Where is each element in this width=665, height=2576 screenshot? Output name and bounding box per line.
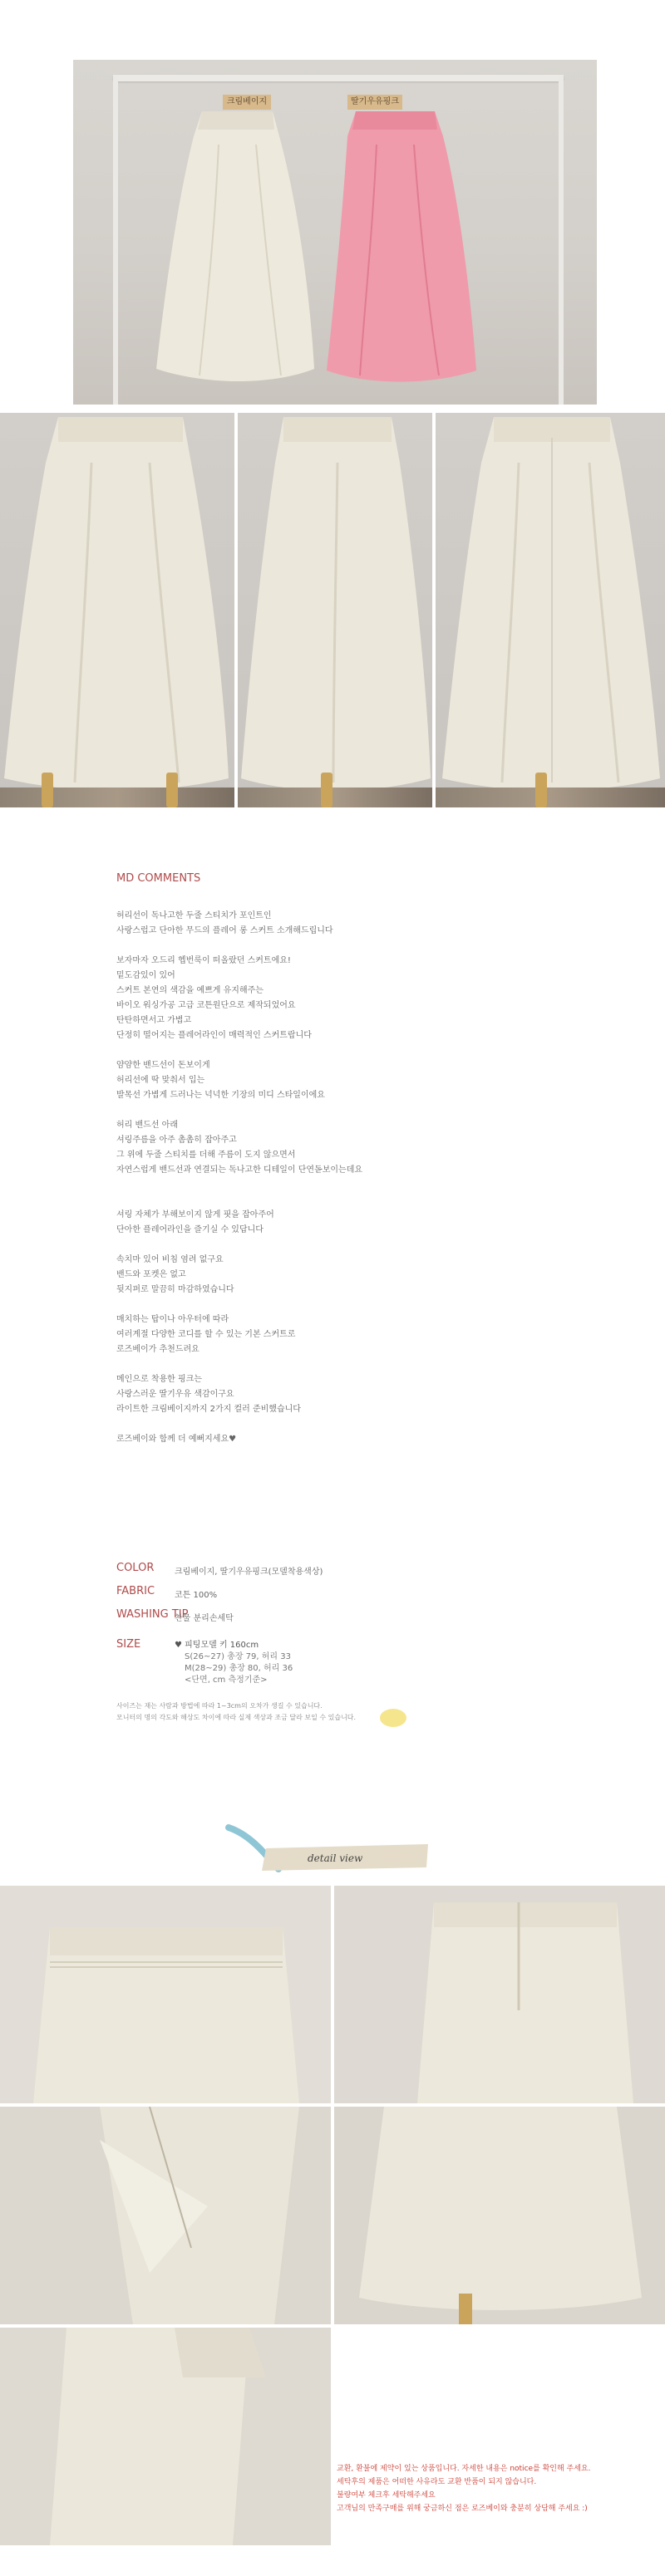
md-comment-line: 속치마 있어 비침 염려 없구요 <box>116 1255 224 1264</box>
fabric-label: FABRIC <box>116 1585 155 1597</box>
detail-hem <box>334 2107 665 2324</box>
cream-skirt-image <box>156 111 314 385</box>
fabric-value: 코튼 100% <box>175 1591 218 1600</box>
md-comment-line: 발목선 가볍게 드러나는 넉넉한 기장의 미디 스타일이에요 <box>116 1091 325 1100</box>
floor <box>238 788 432 807</box>
clothing-rack-pole <box>559 75 564 405</box>
washing-tip-label: WASHING TIP <box>116 1608 189 1621</box>
paragraph-gap <box>116 939 549 954</box>
paragraph-gap <box>116 1447 549 1462</box>
size-line: M(28~29) 총장 80, 허리 36 <box>185 1664 293 1673</box>
md-comment-line: 셔링주름을 아주 촘촘히 잡아주고 <box>116 1136 237 1145</box>
md-comment-line: 허리선에 딱 맞춰서 입는 <box>116 1076 205 1085</box>
md-comment-line: 단아한 플레어라인을 즐기실 수 있답니다 <box>116 1225 264 1234</box>
md-comment-line: 매치하는 탑이나 아우터에 따라 <box>116 1315 229 1324</box>
md-comment-line: 밑도감있이 있어 <box>116 971 175 980</box>
md-comment-line: 보자마자 오드리 헵번룩이 떠올랐던 스커트에요! <box>116 956 291 965</box>
notice-line: 고객님의 만족구매를 위해 궁금하신 점은 로즈베이와 충분히 상담해 주세요 :) <box>337 2505 588 2513</box>
skirt-front-view <box>0 413 234 807</box>
stand-leg <box>42 773 53 807</box>
md-comment-line: 바이오 워싱가공 고급 코튼원단으로 제작되었어요 <box>116 1001 296 1010</box>
paragraph-gap <box>116 1043 549 1058</box>
md-comment-line: 스커트 본연의 색감을 예쁘게 유지해주는 <box>116 986 264 995</box>
skirt-side-view <box>238 413 432 807</box>
tag-pink: 딸기우유핑크 <box>347 95 402 110</box>
stand-leg <box>535 773 547 807</box>
size-line: <단면, cm 측정기준> <box>185 1676 268 1685</box>
md-comment-line: 메인으로 착용한 핑크는 <box>116 1375 202 1384</box>
size-note: 사이즈는 재는 사람과 방법에 따라 1~3cm의 오차가 생길 수 있습니다. <box>116 1702 323 1710</box>
md-comment-line: 로즈베이와 함께 더 예뻐지세요♥ <box>116 1435 237 1444</box>
md-comment-line: 단정히 떨어지는 플레어라인이 매력적인 스커트랍니다 <box>116 1031 312 1040</box>
color-value: 크림베이지, 딸기우유핑크(모델착용색상) <box>175 1568 323 1577</box>
detail-waistband-front <box>0 1886 331 2103</box>
detail-view-banner <box>220 1811 436 1877</box>
md-comment-line <box>116 1178 549 1193</box>
floor <box>436 788 665 807</box>
md-comments-title: MD COMMENTS <box>116 872 201 885</box>
detail-view-label: detail view <box>308 1852 363 1864</box>
paragraph-gap <box>116 1238 549 1253</box>
size-label: SIZE <box>116 1638 141 1651</box>
notice-line: 불량여부 체크후 세탁해주세요 <box>337 2491 436 2500</box>
md-comment-line: 라이트한 크림베이지까지 2가지 컬러 준비했습니다 <box>116 1405 301 1414</box>
md-comment-line: 로즈베이가 추천드려요 <box>116 1345 200 1354</box>
floor <box>0 788 234 807</box>
size-line: ♥ 피팅모델 키 160cm <box>175 1641 259 1650</box>
paragraph-gap <box>116 1193 549 1208</box>
stand-leg <box>321 773 332 807</box>
md-comments-body <box>116 909 549 1462</box>
washing-tip-value: 찬물 분리손세탁 <box>175 1614 234 1623</box>
highlight-mark-icon <box>378 1707 408 1729</box>
color-label: COLOR <box>116 1562 155 1574</box>
skirt-back-view <box>436 413 665 807</box>
paragraph-gap <box>116 1417 549 1432</box>
md-comment-line: 뒷지퍼로 말끔히 마감하였습니다 <box>116 1285 234 1294</box>
color-note: 모니터의 명의 각도와 해상도 차이에 따라 실제 색상과 조금 달라 보일 수 있습니다. <box>116 1714 357 1721</box>
detail-waistband-back <box>334 1886 665 2103</box>
md-comment-line: 자연스럽게 밴드선과 연결되는 독나고한 디테일이 단연돋보이는데요 <box>116 1165 363 1175</box>
paragraph-gap <box>116 1103 549 1118</box>
clothing-rack-bar <box>113 75 564 81</box>
md-comment-line: 탄탄하면서고 가볍고 <box>116 1016 192 1025</box>
md-comment-line: 허리 밴드선 아래 <box>116 1121 178 1130</box>
detail-side-fold <box>0 2328 331 2545</box>
clothing-rack-pole <box>113 75 118 405</box>
detail-zipper-lining <box>0 2107 331 2324</box>
size-line: S(26~27) 총장 79, 허리 33 <box>185 1652 291 1661</box>
md-comment-line: 밴드와 포켓은 없고 <box>116 1270 186 1279</box>
tag-cream: 크림베이지 <box>223 95 271 110</box>
paragraph-gap <box>116 1298 549 1313</box>
notice-line: 교환, 환불에 제약이 있는 상품입니다. 자세한 내용은 notice를 확인해 주세요. <box>337 2465 591 2473</box>
md-comment-line: 얌얌한 밴드선이 돈보이게 <box>116 1061 210 1070</box>
md-comment-line: 셔링 자체가 부해보이지 않게 핏을 잡아주어 <box>116 1210 274 1219</box>
md-comment-line: 그 위에 두줄 스티치를 더해 주름이 도지 않으면서 <box>116 1151 296 1160</box>
md-comment-line: 사랑스러운 딸기우유 색감이구요 <box>116 1390 234 1399</box>
pink-skirt-image <box>323 111 480 385</box>
hero-photo <box>73 60 597 405</box>
md-comment-line: 여러계절 다양한 코디를 할 수 있는 기본 스커트로 <box>116 1330 296 1339</box>
md-comment-line: 사랑스럽고 단아한 무드의 플레어 롱 스커트 소개해드립니다 <box>116 926 333 935</box>
notice-line: 세탁후의 제품은 어떠한 사유라도 교환 반품이 되지 않습니다. <box>337 2478 537 2486</box>
md-comment-line: 허리선이 독나고한 두줄 스티치가 포인트인 <box>116 911 272 920</box>
paragraph-gap <box>116 1357 549 1372</box>
stand-leg <box>166 773 178 807</box>
